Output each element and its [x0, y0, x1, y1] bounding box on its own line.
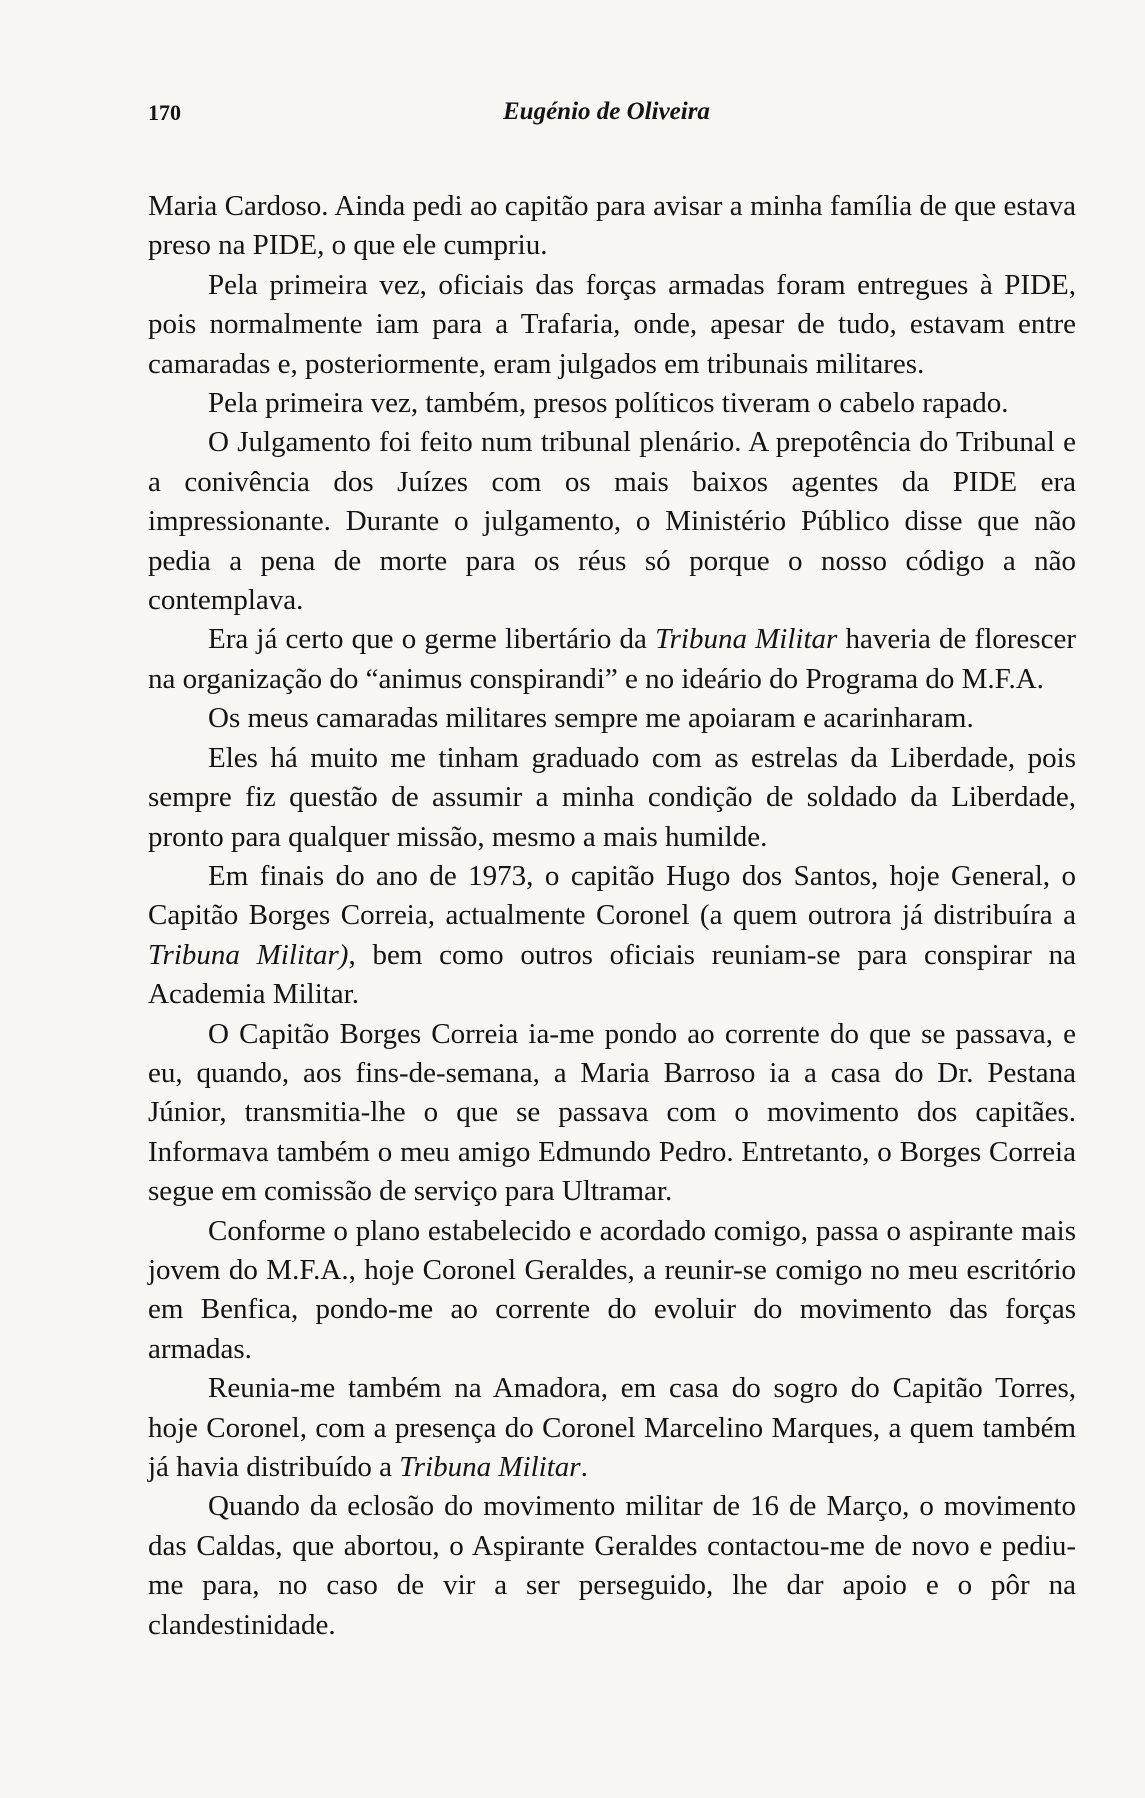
paragraph: Conforme o plano estabelecido e acordado comigo, passa o aspirante mais jovem do M.F.A., hoje Coronel Geraldes, a reunir-se comigo no meu escritório em Benfica, pondo-me ao corrente do evoluir do movimento das forças armadas.: [148, 1214, 1076, 1365]
paragraph: O Julgamento foi feito num tribunal plenário. A prepotência do Tribunal e a conivência dos Juízes com os mais baixos agentes da PIDE era impressionante. Durante o julgamento, o Ministério Público disse que não pedia a pena de morte para os réus só porque o nosso código a não contemplava.: [148, 426, 1076, 617]
page-header: [148, 96, 1076, 136]
paragraph: Pela primeira vez, também, presos políticos tiveram o cabelo rapado.: [208, 387, 1009, 420]
italic-title: Tribuna Militar): [148, 938, 349, 971]
paragraph: O Capitão Borges Correia ia-me pondo ao corrente do que se passava, e eu, quando, aos fins-de-semana, a Maria Barroso ia a casa do Dr. Pestana Júnior, transmitia-lhe o que se passava com o movimento dos capitães. Informava também o meu amigo Edmundo Pedro. Entretanto, o Borges Correia segue em comissão de serviço para Ultramar.: [148, 1017, 1076, 1208]
page-number: 170: [148, 100, 181, 125]
paragraph: Reunia-me também na Amadora, em casa do sogro do Capitão Torres, hoje Coronel, com a presença do Coronel Marcelino Marques, a quem também já havia distribuído a Tribuna Militar.: [148, 1372, 1076, 1483]
paragraph: Era já certo que o germe libertário da Tribuna Militar haveria de florescer na organização do “animus conspirandi” e no ideário do Programa do M.F.A.: [148, 623, 1076, 695]
italic-title: Tribuna Militar: [655, 623, 838, 656]
italic-title: Tribuna Militar: [399, 1451, 581, 1483]
paragraph: Eles há muito me tinham graduado com as estrelas da Liberdade, pois sempre fiz questão de assumir a minha condição de soldado da Liberdade, pronto para qualquer missão, mesmo a mais humilde.: [148, 741, 1076, 853]
paragraph: Em finais do ano de 1973, o capitão Hugo dos Santos, hoje General, o Capitão Borges Correia, actualmente Coronel (a quem outrora já distribuíra a Tribuna Militar), bem como outros oficiais reuniam-se para conspirar na Academia Militar.: [148, 859, 1077, 1011]
running-head: Eugénio de Oliveira: [503, 98, 710, 125]
paragraph: Pela primeira vez, oficiais das forças armadas foram entregues à PIDE, pois normalmente iam para a Trafaria, onde, apesar de tudo, estavam entre camaradas e, posteriormente, eram julgados em tribunais militares.: [148, 268, 1076, 380]
paragraph: Os meus camaradas militares sempre me apoiaram e acarinharam.: [208, 702, 974, 735]
text-body: [148, 187, 1076, 1645]
paragraph: Maria Cardoso. Ainda pedi ao capitão para avisar a minha família de que estava preso na PIDE, o que ele cumpriu.: [148, 190, 1076, 262]
paragraph: Quando da eclosão do movimento militar de 16 de Março, o movimento das Caldas, que abortou, o Aspirante Geraldes contactou-me de novo e pediu-me para, no caso de vir a ser perseguido, lhe dar apoio e o pôr na clandestinidade.: [148, 1490, 1076, 1641]
